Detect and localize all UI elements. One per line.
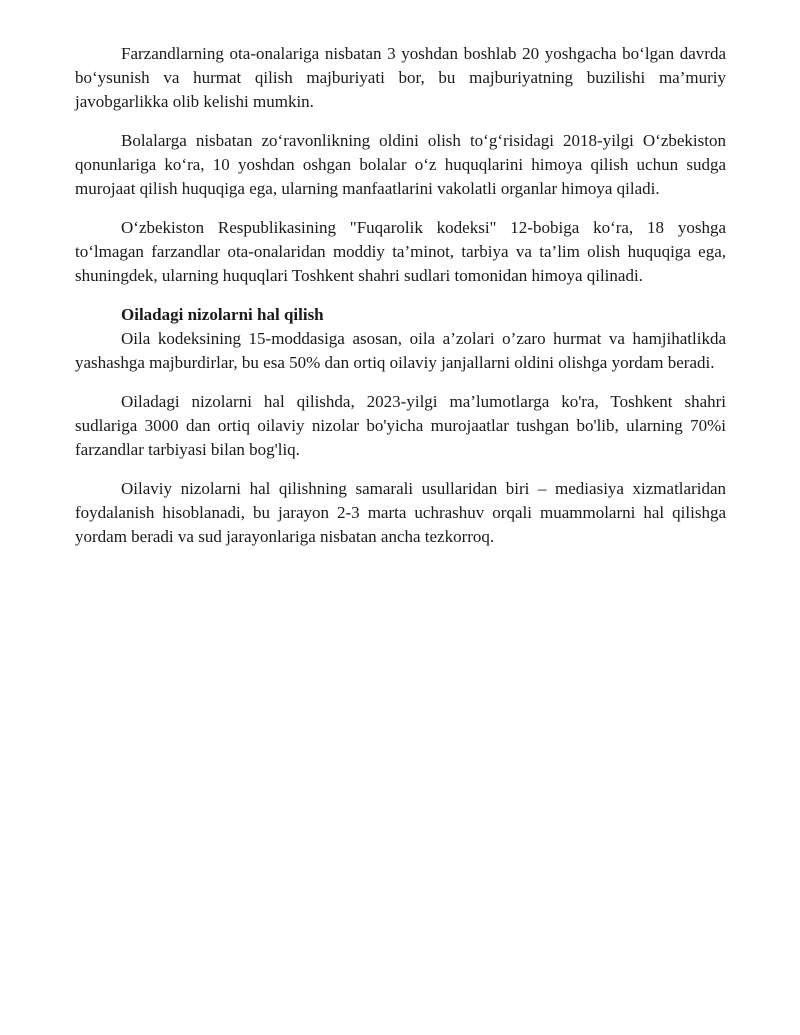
document-body [75, 42, 726, 564]
paragraph-child-obligations: Farzandlarning ota-onalariga nisbatan 3 yoshdan boshlab 20 yoshgacha bo‘lgan davrda bo‘ysunish va hurmat qilish majburiyati bor, bu majburiyatning buzilishi ma’muriy javobgarlikka olib kelishi mumkin. [75, 44, 726, 111]
paragraph-mediation: Oilaviy nizolarni hal qilishning samarali usullaridan biri – mediasiya xizmatlaridan foydalanish hisoblanadi, bu jarayon 2-3 marta uchrashuv orqali muammolarni hal qilishga yordam beradi va sud jarayonlariga nisbatan ancha tezkorroq. [75, 479, 726, 546]
paragraph-civil-code: O‘zbekiston Respublikasining "Fuqarolik kodeksi" 12-bobiga ko‘ra, 18 yoshga to‘lmagan farzandlar ota-onalaridan moddiy ta’minot, tarbiya va ta’lim olish huquqiga ega, shuningdek, ularning huquqlari Toshkent shahri sudlari tomonidan himoya qilinadi. [75, 218, 726, 285]
paragraph-court-statistics: Oiladagi nizolarni hal qilishda, 2023-yilgi ma’lumotlarga ko'ra, Toshkent shahri sudlariga 3000 dan ortiq oilaviy nizolar bo'yicha murojaatlar tushgan bo'lib, ularning 70%i farzandlar tarbiyasi bilan bog'liq. [75, 392, 726, 459]
paragraph-violence-prevention-law: Bolalarga nisbatan zo‘ravonlikning oldini olish to‘g‘risidagi 2018-yilgi O‘zbekiston qonunlariga ko‘ra, 10 yoshdan oshgan bolalar o‘z huquqlarini himoya qilish uchun sudga murojaat qilish huquqiga ega, ularning manfaatlarini vakolatli organlar himoya qiladi. [75, 131, 726, 198]
section-heading: Oiladagi nizolarni hal qilish [121, 305, 324, 324]
paragraph-family-code: Oila kodeksining 15-moddasiga asosan, oila a’zolari o’zaro hurmat va hamjihatlikda yashashga majburdirlar, bu esa 50% dan ortiq oilaviy janjallarni oldini olishga yordam beradi. [75, 329, 726, 372]
